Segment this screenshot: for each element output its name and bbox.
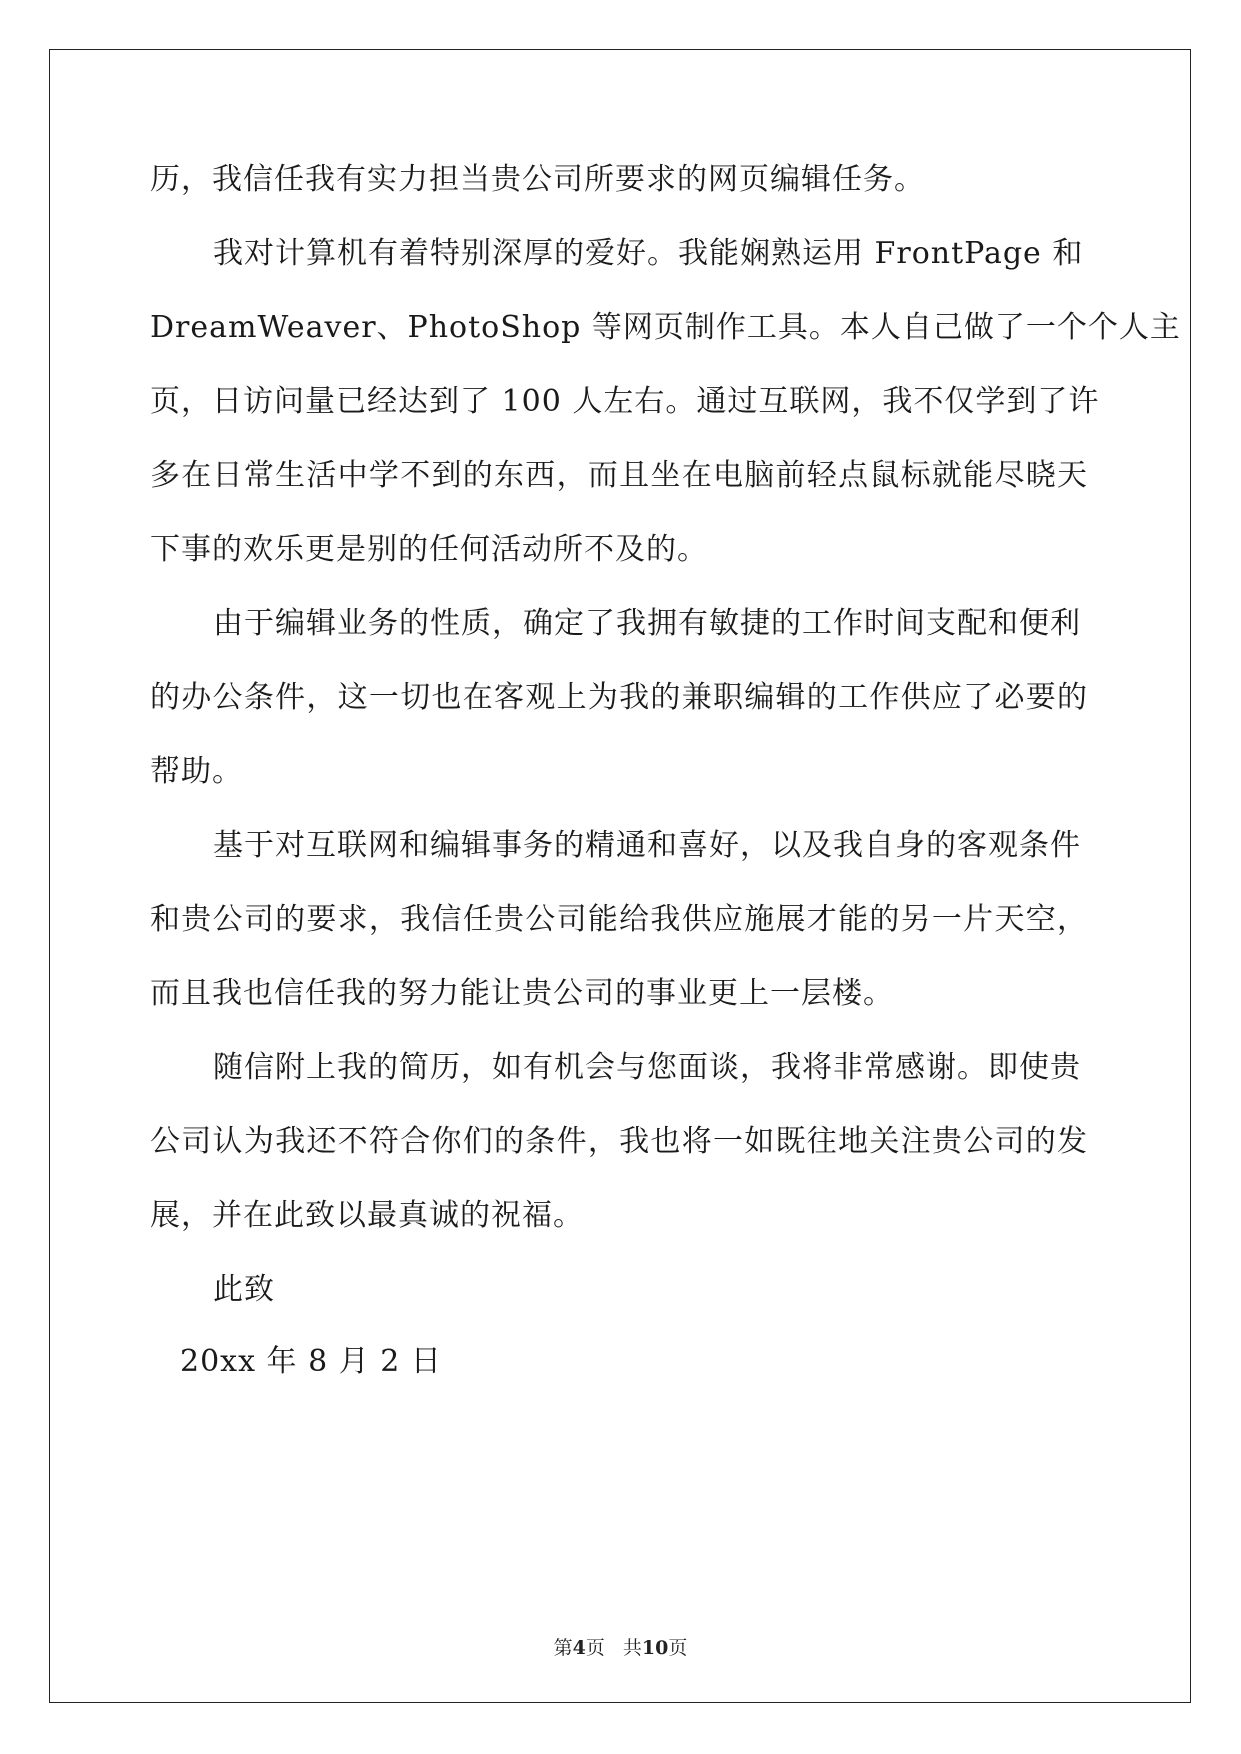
- text-line: 我对计算机有着特别深厚的爱好。我能娴熟运用 FrontPage 和: [213, 236, 1084, 271]
- text-line: 公司认为我还不符合你们的条件，我也将一如既往地关注贵公司的发: [150, 1124, 1088, 1159]
- total-suffix: 页: [668, 1637, 688, 1659]
- text-line: 和贵公司的要求，我信任贵公司能给我供应施展才能的另一片天空，: [150, 902, 1088, 937]
- current-page-number: 4: [572, 1637, 586, 1659]
- text-line: 展，并在此致以最真诚的祝福。: [150, 1198, 584, 1233]
- closing-salutation: 此致: [213, 1272, 275, 1307]
- page-prefix: 第: [553, 1637, 573, 1659]
- text-line: 基于对互联网和编辑事务的精通和喜好，以及我自身的客观条件: [213, 828, 1081, 863]
- text-line: 页，日访问量已经达到了 100 人左右。通过互联网，我不仅学到了许: [150, 384, 1100, 419]
- text-line: 下事的欢乐更是别的任何活动所不及的。: [150, 532, 708, 567]
- text-line: 帮助。: [150, 754, 243, 789]
- text-line: 多在日常生活中学不到的东西，而且坐在电脑前轻点鼠标就能尽晓天: [150, 458, 1088, 493]
- text-line: DreamWeaver、PhotoShop 等网页制作工具。本人自己做了一个个人主: [150, 310, 1181, 345]
- page-suffix: 页: [585, 1637, 605, 1659]
- text-line: 历，我信任我有实力担当贵公司所要求的网页编辑任务。: [150, 162, 925, 197]
- total-prefix: 共: [622, 1637, 642, 1659]
- text-line: 而且我也信任我的努力能让贵公司的事业更上一层楼。: [150, 976, 894, 1011]
- total-page-number: 10: [641, 1637, 669, 1659]
- text-line: 随信附上我的简历，如有机会与您面谈，我将非常感谢。即使贵: [213, 1050, 1081, 1085]
- page-border: [49, 49, 1191, 1703]
- text-line: 由于编辑业务的性质，确定了我拥有敏捷的工作时间支配和便利: [213, 606, 1081, 641]
- text-line: 的办公条件，这一切也在客观上为我的兼职编辑的工作供应了必要的: [150, 680, 1088, 715]
- letter-date: 20xx 年 8 月 2 日: [180, 1344, 442, 1379]
- page-footer: [0, 1636, 1241, 1660]
